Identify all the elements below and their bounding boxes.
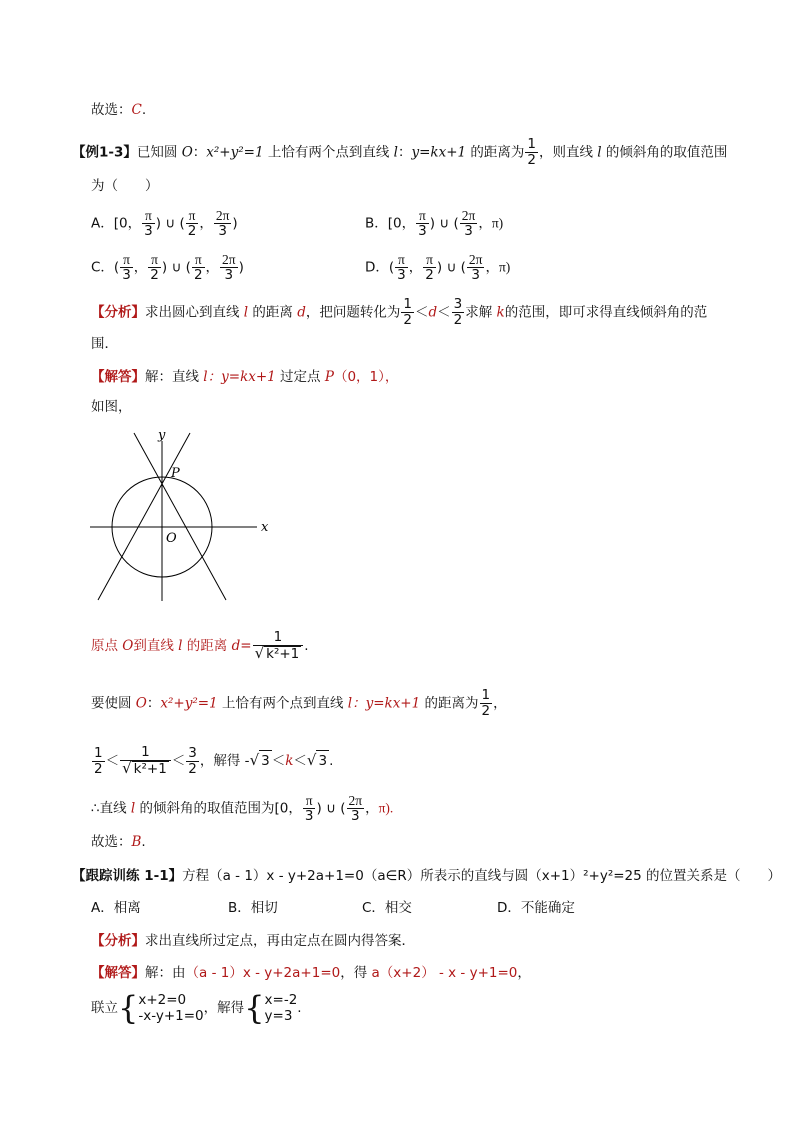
option-b: B．[0， $\frac{\pi}{3}$ ) ∪ ( $\frac{2\pi}{3}$ ，π) bbox=[365, 208, 504, 239]
solution-1-1: 【解答】解：由（a - 1）x - y+2a+1=0，得 a（x+2） - x - y+1=0， bbox=[91, 965, 531, 981]
answer-line-2: 故选：B. bbox=[91, 834, 146, 850]
solution-tag: 【解答】 bbox=[91, 965, 145, 981]
example-1-3-question: 【例1-3】已知圆 O：x²+y²=1 上恰有两个点到直线 l：y=kx+1 的距离为 $\frac{1}{2}$ ，则直线 l 的倾斜角的取值范围 bbox=[72, 136, 728, 168]
distance-line: 原点 O到直线 l 的距离 d= $\frac{1}{\text{√ k²+1}}$ . bbox=[91, 629, 309, 662]
example-1-3-question-cont: 为（ ） bbox=[91, 178, 159, 194]
point-p-label: P bbox=[171, 466, 180, 481]
system-solution: x=-2 y=3 bbox=[264, 992, 298, 1024]
solution-1-3: 【解答】解：直线 l：y=kx+1 过定点 P（0，1）， bbox=[91, 369, 399, 385]
track-tag: 【跟踪训练 1-1】 bbox=[72, 868, 183, 884]
analysis-1-3: 【分析】求出圆心到直线 l 的距离 d，把问题转化为 $\frac{1}{2}$ ＜d＜ $\frac{3}{2}$ 求解 k的范围，即可求得直线倾斜角的范 bbox=[91, 296, 708, 328]
x-axis-label: x bbox=[261, 520, 269, 535]
answer-choice: B bbox=[131, 834, 142, 850]
analysis-tag: 【分析】 bbox=[91, 933, 145, 949]
y-axis-label: y bbox=[158, 428, 166, 443]
circle-lines-figure bbox=[85, 425, 285, 605]
analysis-1-1: 【分析】求出直线所过定点，再由定点在圆内得答案． bbox=[91, 933, 415, 949]
answer-line-1: 故选：C. bbox=[91, 102, 147, 118]
origin-label: O bbox=[166, 531, 177, 546]
fraction-half: $\frac{1}{2}$ bbox=[527, 136, 536, 168]
track-option-a: A．相离 bbox=[91, 900, 141, 916]
condition-line: 要使圆 O：x²+y²=1 上恰有两个点到直线 l：y=kx+1 的距离为 $\frac{1}{2}$ ， bbox=[91, 687, 507, 719]
solution-1-3-figure-intro: 如图， bbox=[91, 399, 132, 415]
track-option-b: B．相切 bbox=[228, 900, 278, 916]
option-c: C．( $\frac{\pi}{3}$ ， $\frac{\pi}{2}$ ) ∪ ( $\frac{\pi}{2}$ ， $\frac{2\pi}{3}$ ) bbox=[91, 252, 244, 283]
option-a: A．[0， $\frac{\pi}{3}$ ) ∪ ( $\frac{\pi}{2}$ ， $\frac{2\pi}{3}$ ) bbox=[91, 208, 238, 239]
inequality-line: $\frac{1}{2}$ ＜ $\frac{1}{\text{√ k²+1}}$ ＜ $\frac{3}{2}$ ，解得 -√ 3 ＜k＜√ 3 . bbox=[94, 744, 334, 777]
option-d: D．( $\frac{\pi}{3}$ ， $\frac{\pi}{2}$ ) ∪ ( $\frac{2\pi}{3}$ ，π) bbox=[365, 252, 511, 283]
solution-tag: 【解答】 bbox=[91, 369, 145, 385]
system-of-equations: x+2=0 -x-y+1=0 bbox=[138, 992, 204, 1024]
solution-1-1-system: 联立{ x+2=0 -x-y+1=0 ，解得{ x=-2 y=3 . bbox=[91, 989, 302, 1027]
analysis-1-3-cont: 围． bbox=[91, 336, 118, 352]
track-option-d: D．不能确定 bbox=[497, 900, 575, 916]
track-option-c: C．相交 bbox=[362, 900, 412, 916]
analysis-tag: 【分析】 bbox=[91, 304, 145, 321]
example-tag: 【例1-3】 bbox=[72, 144, 137, 161]
conclusion-line: ∴直线 l 的倾斜角的取值范围为[0， $\frac{\pi}{3}$ ) ∪ ( $\frac{2\pi}{3}$ ，π). bbox=[91, 793, 394, 824]
track-1-1-question: 【跟踪训练 1-1】方程（a - 1）x - y+2a+1=0（a∈R）所表示的直线与圆（x+1）²+y²=25 的位置关系是（ ） bbox=[72, 868, 782, 884]
answer-choice: C bbox=[131, 102, 142, 118]
